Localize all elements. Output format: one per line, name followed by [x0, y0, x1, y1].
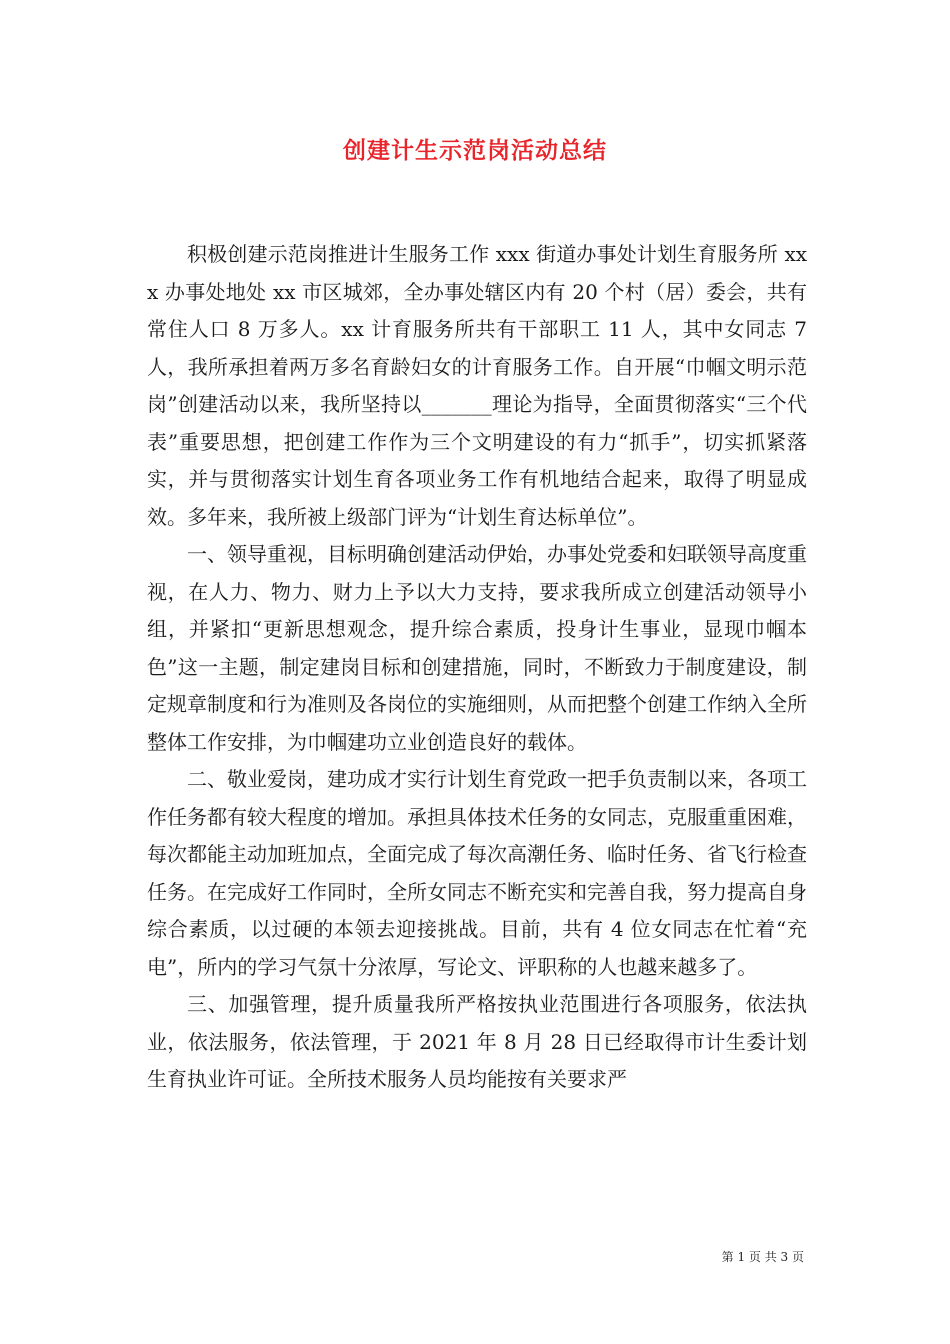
document-title: 创建计生示范岗活动总结 [343, 138, 607, 164]
paragraph-section-1: 一、领导重视，目标明确创建活动伊始，办事处党委和妇联领导高度重视，在人力、物力、财力上予以大力支持，要求我所成立创建活动领导小组，并紧扣“更新思想观念，提升综合素质，投身计生事业，显现巾帼本色”这一主题，制定建岗目标和创建措施，同时，不断致力于制度建设，制定规章制度和行为准则及各岗位的实施细则，从而把整个创建工作纳入全所整体工作安排，为巾帼建功立业创造良好的载体。 [147, 542, 807, 754]
paragraph-section-3: 三、加强管理，提升质量我所严格按执业范围进行各项服务，依法执业，依法服务，依法管理，于 2021 年 8 月 28 日已经取得市计生委计划生育执业许可证。全所技术服务人员均能按有关要求严 [147, 992, 807, 1091]
document-body [147, 236, 807, 1099]
paragraph-section-2: 二、敬业爱岗，建功成才实行计划生育党政一把手负责制以来，各项工作任务都有较大程度的增加。承担具体技术任务的女同志，克服重重困难，每次都能主动加班加点，全面完成了每次高潮任务、临时任务、省飞行检查任务。在完成好工作同时，全所女同志不断充实和完善自我，努力提高自身综合素质，以过硬的本领去迎接挑战。目前，共有 4 位女同志在忙着“充电”，所内的学习气氛十分浓厚，写论文、评职称的人也越来越多了。 [147, 767, 807, 979]
paragraph-intro: 积极创建示范岗推进计生服务工作 xxx 街道办事处计划生育服务所 xxx 办事处地处 xx 市区城郊，全办事处辖区内有 20 个村（居）委会，共有常住人口 8 万多人。xx 计育服务所共有干部职工 11 人，其中女同志 7 人，我所承担着两万多名育龄妇女的计育服务工作。自开展“巾帼文明示范岗”创建活动以来，我所坚持以_______理论为指导，全面贯彻落实“三个代表”重要思想，把创建工作作为三个文明建设的有力“抓手”，切实抓紧落实，并与贯彻落实计划生育各项业务工作有机地结合起来，取得了明显成效。多年来，我所被上级部门评为“计划生育达标单位”。 [147, 242, 807, 529]
page-number-footer: 第 1 页 共 3 页 [721, 1250, 804, 1264]
